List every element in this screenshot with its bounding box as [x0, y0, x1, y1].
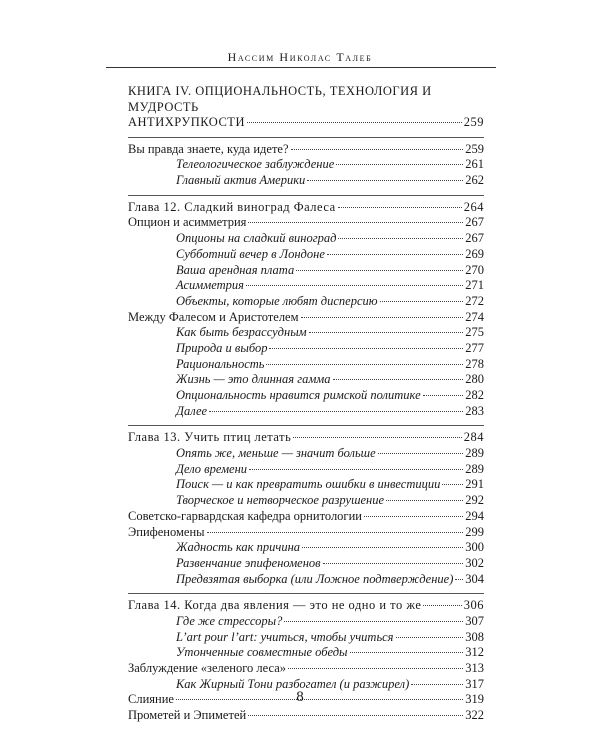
toc-entry-page: 313 [465, 661, 484, 675]
dot-leader [423, 395, 464, 396]
section-gap [128, 131, 484, 135]
toc-subsection[interactable] [128, 493, 484, 509]
dot-leader [296, 270, 463, 271]
dot-leader [455, 579, 463, 580]
dot-leader [269, 348, 463, 349]
toc-subsection[interactable] [128, 572, 484, 588]
toc-entry-page: 300 [465, 540, 484, 555]
toc-entry-title: L’art pour l’art: учиться, чтобы учиться [176, 629, 394, 644]
dot-leader [442, 484, 463, 485]
dot-leader [364, 516, 463, 517]
toc-entry-page: 284 [463, 430, 484, 445]
toc-entry-page: 277 [465, 340, 484, 355]
toc-subsection[interactable] [128, 173, 484, 189]
toc-entry-title: Опционы на сладкий виноград [176, 231, 337, 246]
toc-entry-title: Глава 12. Сладкий виноград Фалеса [128, 199, 336, 214]
toc-entry-page: 306 [463, 598, 484, 613]
toc-section[interactable] [128, 509, 484, 525]
toc-subsection[interactable] [128, 357, 484, 373]
section-gap [128, 189, 484, 193]
toc-entry-page: 267 [465, 231, 484, 246]
dot-leader [209, 411, 463, 412]
toc-entry-page: 307 [465, 613, 484, 628]
toc-entry-title: Ваша арендная плата [176, 262, 295, 277]
toc-subsection[interactable] [128, 231, 484, 247]
toc-entry-title: Субботний вечер в Лондоне [176, 246, 325, 261]
toc-entry-page: 264 [463, 199, 484, 214]
toc-entry-title: Главный актив Америки [176, 173, 306, 188]
dot-leader [302, 547, 463, 548]
toc-entry-title: Слияние [128, 692, 174, 707]
dot-leader [396, 637, 464, 638]
header-rule [106, 67, 496, 68]
toc-entry-title: Предвзятая выборка (или Ложное подтверждение) [176, 571, 454, 586]
toc-entry-page: 317 [465, 676, 484, 691]
toc-entry-page: 322 [465, 708, 484, 723]
toc-entry-title: Вы правда знаете, куда идете? [128, 141, 289, 156]
toc-entry-page: 312 [465, 645, 484, 660]
toc-entry-title: Как Жирный Тони разбогател (и разжирел) [176, 676, 410, 691]
dot-leader [333, 379, 464, 380]
toc-entry-title: Рациональность [176, 356, 265, 371]
toc-entry-page: 261 [465, 157, 484, 172]
toc-entry-page: 302 [465, 555, 484, 570]
dot-leader [301, 317, 464, 318]
toc-subsection[interactable] [128, 388, 484, 404]
dot-leader [386, 500, 463, 501]
book-title [128, 84, 484, 131]
toc-entry-page: 274 [465, 309, 484, 324]
toc-entry-page: 282 [465, 388, 484, 402]
toc-chapter[interactable] [128, 430, 484, 446]
toc-subsection[interactable] [128, 404, 484, 420]
toc-subsection[interactable] [128, 372, 484, 388]
toc-entry-page: 269 [465, 246, 484, 261]
toc-subsection[interactable] [128, 630, 484, 646]
section-gap [128, 587, 484, 591]
toc-subsection[interactable] [128, 157, 484, 173]
section-divider [128, 425, 484, 426]
dot-leader [307, 180, 463, 181]
toc-subsection[interactable] [128, 263, 484, 279]
section-divider [128, 137, 484, 138]
toc-entry-title: Опцион и асимметрия [128, 215, 247, 230]
toc-entry-title: Дело времени [176, 461, 248, 476]
dot-leader [248, 222, 463, 223]
toc-entry-page: 267 [465, 215, 484, 230]
toc-subsection[interactable] [128, 614, 484, 630]
toc-entry-page: 291 [465, 477, 484, 492]
toc-entry-page: 319 [465, 692, 484, 707]
section-divider [128, 593, 484, 594]
toc-entry-title: Далее [176, 403, 208, 418]
toc-entry-title: Советско-гарвардская кафедра орнитологии [128, 508, 362, 523]
toc-entry-title: Творческое и нетворческое разрушение [176, 493, 385, 508]
toc-chapter[interactable] [128, 200, 484, 216]
toc-entry-title: Асимметрия [176, 278, 244, 293]
dot-leader [350, 652, 464, 653]
dot-leader [207, 532, 464, 533]
toc-entry-page: 275 [465, 325, 484, 340]
book-page: 259 [463, 115, 484, 129]
toc-entry-page: 280 [465, 372, 484, 387]
toc-entry-title: Опять же, меньше — значит больше [176, 446, 376, 461]
toc-entry-title: Между Фалесом и Аристотелем [128, 309, 299, 324]
toc-section[interactable] [128, 142, 484, 158]
toc-entry-title: Заблуждение «зеленого леса» [128, 661, 287, 675]
toc-entry-title: Глава 14. Когда два явления — это не одно и то же [128, 598, 422, 613]
toc-entry-page: 259 [465, 141, 484, 156]
toc-entry-title: Утонченные совместные обеды [176, 645, 348, 660]
dot-leader [288, 668, 463, 669]
book-title-line1: КНИГА IV. ОПЦИОНАЛЬНОСТЬ, ТЕХНОЛОГИЯ И МУДРОСТЬ [128, 84, 432, 114]
toc-entry-page: 292 [465, 493, 484, 508]
toc-entry-page: 304 [465, 571, 484, 586]
toc-subsection[interactable] [128, 247, 484, 263]
toc-entry-page: 270 [465, 262, 484, 277]
section-gap [128, 419, 484, 423]
toc-entry-page: 289 [465, 461, 484, 476]
toc-entry-title: Природа и выбор [176, 340, 268, 355]
toc-entry-page: 278 [465, 356, 484, 371]
toc-subsection[interactable] [128, 556, 484, 572]
dot-leader [338, 238, 463, 239]
dot-leader [284, 621, 463, 622]
toc-chapter[interactable] [128, 598, 484, 614]
toc-entry-page: 271 [465, 278, 484, 293]
dot-leader [378, 453, 464, 454]
section-divider [128, 195, 484, 196]
toc-entry-title: Развенчание эпифеноменов [176, 555, 321, 570]
dot-leader [247, 122, 462, 123]
table-of-contents [128, 84, 484, 724]
dot-leader [293, 437, 461, 438]
toc-entry-page: 272 [465, 293, 484, 308]
toc-entry-title: Прометей и Эпиметей [128, 708, 247, 723]
toc-entry-page: 294 [465, 508, 484, 523]
toc-entry-title: Жизнь — это длинная гамма [176, 372, 331, 387]
toc-entry-title: Глава 13. Учить птиц летать [128, 430, 292, 445]
toc-entry-page: 262 [465, 173, 484, 188]
book-title-line2-row[interactable] [128, 115, 484, 131]
dot-leader [248, 715, 463, 716]
toc-entry-page: 283 [465, 403, 484, 418]
toc-subsection[interactable] [128, 462, 484, 478]
toc-entry-page: 299 [465, 524, 484, 539]
toc-subsection[interactable] [128, 446, 484, 462]
toc-entry-title: Как быть безрассудным [176, 325, 307, 340]
toc-entry-title: Опциональность нравится римской политике [176, 388, 421, 402]
toc-entry-title: Объекты, которые любят дисперсию [176, 293, 378, 308]
book-title-line2: АНТИХРУПКОСТИ [128, 115, 245, 129]
dot-leader [327, 254, 463, 255]
dot-leader [309, 332, 464, 333]
toc-subsection[interactable] [128, 294, 484, 310]
toc-subsection[interactable] [128, 477, 484, 493]
dot-leader [411, 684, 463, 685]
dot-leader [249, 469, 463, 470]
dot-leader [423, 605, 461, 606]
toc-section[interactable] [128, 525, 484, 541]
dot-leader [336, 164, 463, 165]
toc-entry-title: Где же стрессоры? [176, 613, 283, 628]
dot-leader [323, 563, 464, 564]
toc-entry-page: 289 [465, 446, 484, 461]
toc-subsection[interactable] [128, 540, 484, 556]
toc-subsection[interactable] [128, 645, 484, 661]
toc-entry-title: Телеологическое заблуждение [176, 157, 335, 172]
dot-leader [291, 149, 464, 150]
toc-entry-page: 308 [465, 629, 484, 644]
dot-leader [246, 285, 463, 286]
page-number: 8 [296, 689, 304, 705]
running-head: Нассим Николас Талеб [227, 50, 373, 64]
toc-section[interactable] [128, 310, 484, 326]
toc-section[interactable] [128, 708, 484, 724]
dot-leader [266, 364, 463, 365]
toc-subsection[interactable] [128, 341, 484, 357]
toc-section[interactable] [128, 661, 484, 677]
toc-entry-title: Поиск — и как превратить ошибки в инвестиции [176, 477, 441, 492]
toc-entry-title: Эпифеномены [128, 524, 205, 539]
toc-entry-title: Жадность как причина [176, 540, 301, 555]
toc-section[interactable] [128, 215, 484, 231]
toc-subsection[interactable] [128, 325, 484, 341]
dot-leader [338, 207, 462, 208]
dot-leader [380, 301, 464, 302]
toc-subsection[interactable] [128, 278, 484, 294]
